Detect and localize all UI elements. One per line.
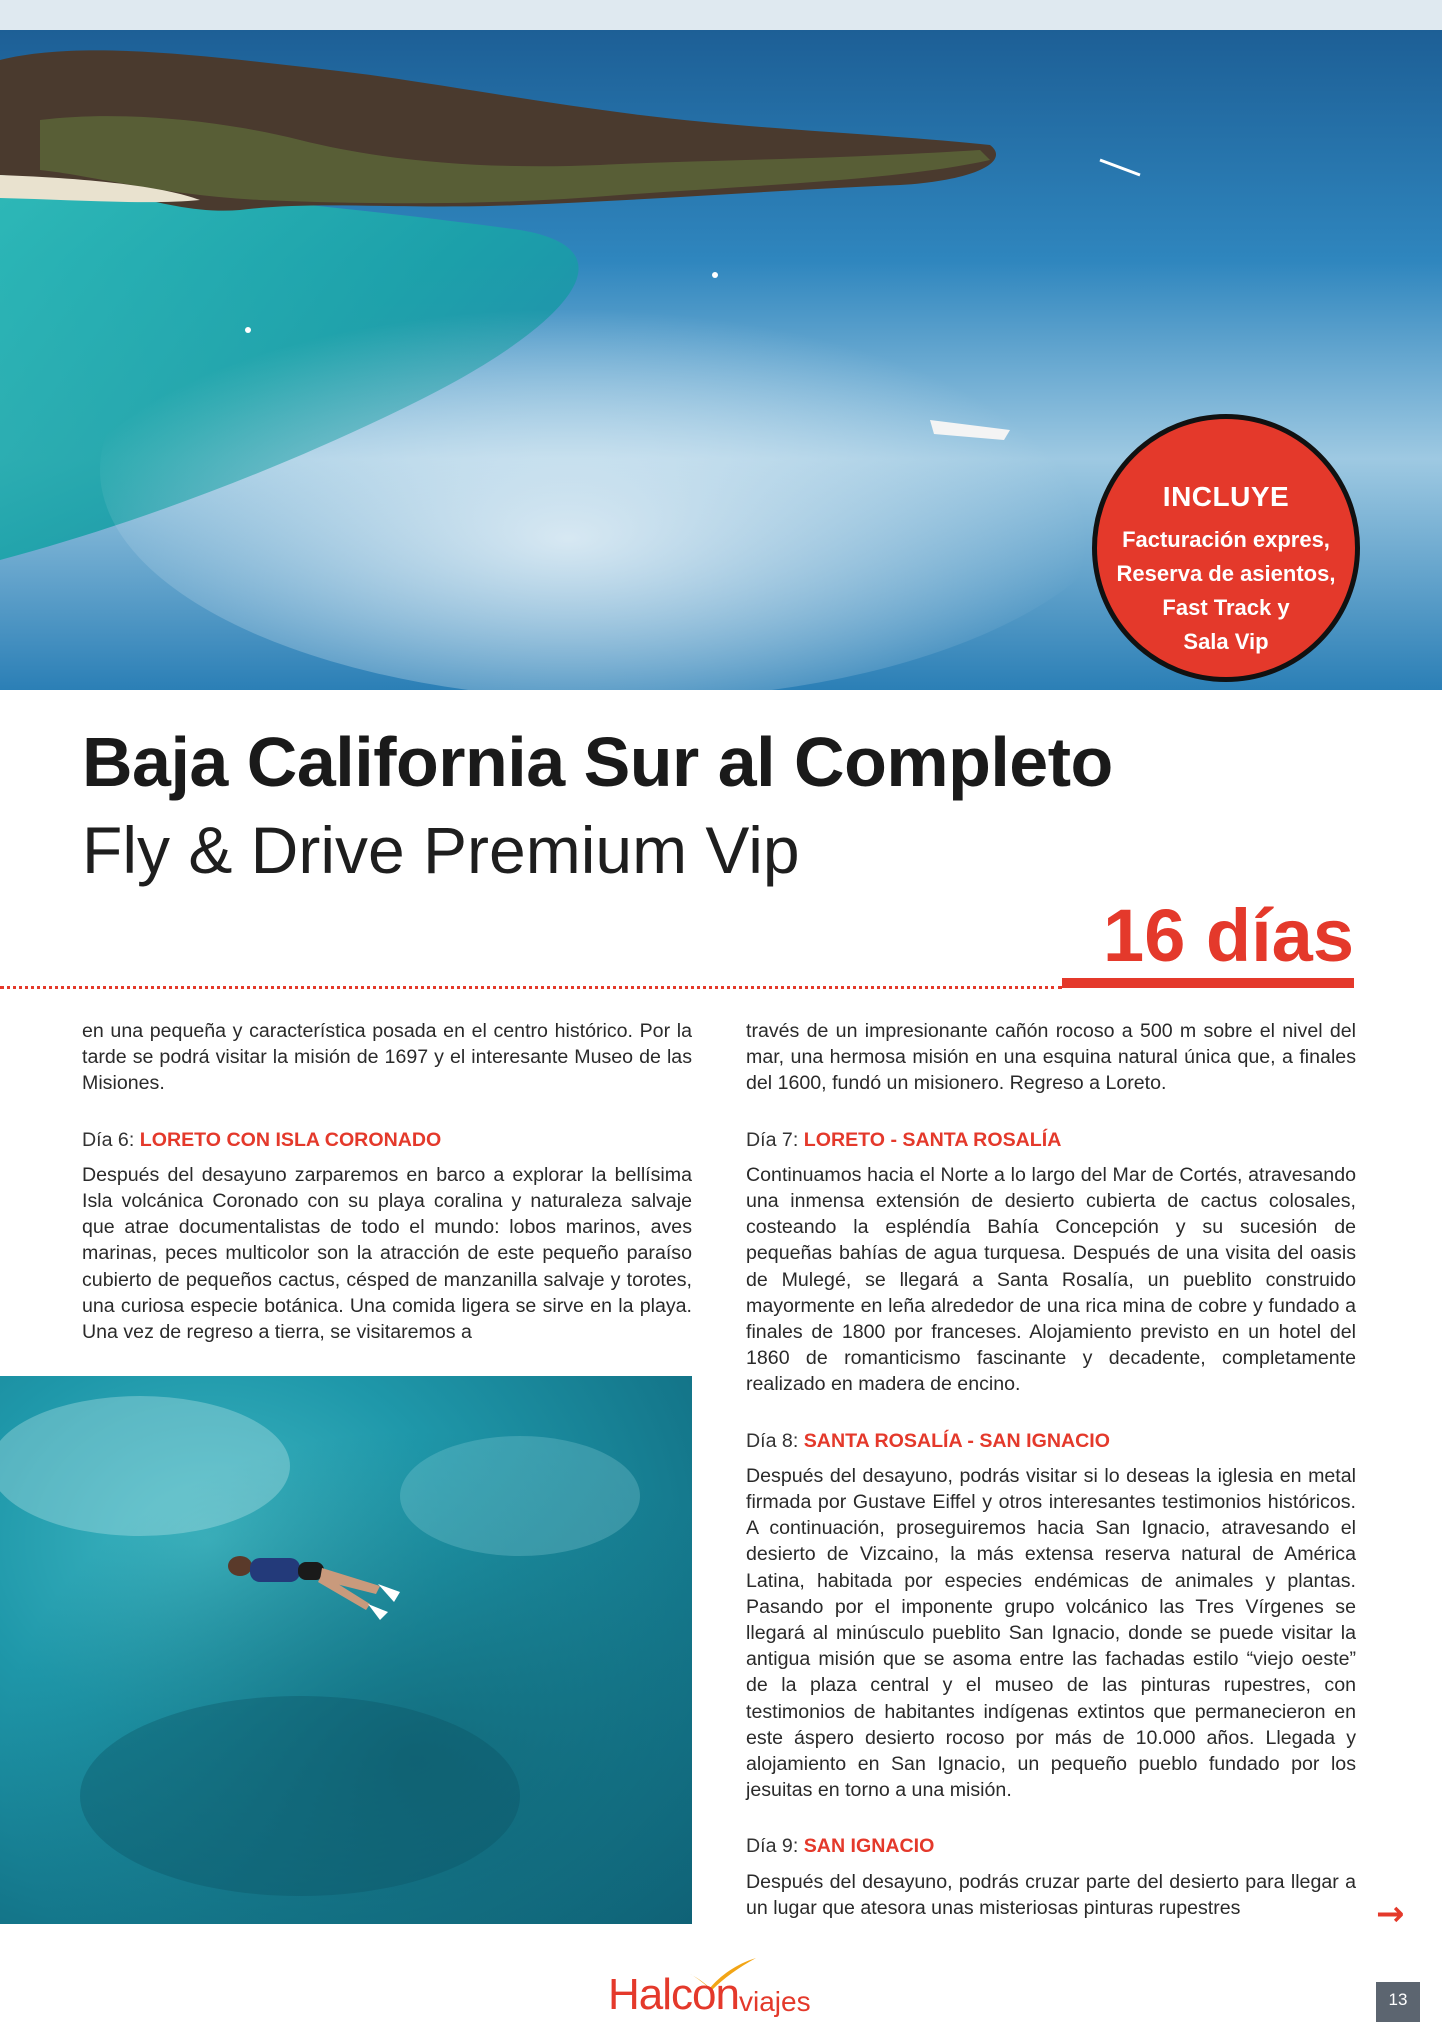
right-column	[746, 1018, 1356, 1921]
day7-destination: LORETO - SANTA ROSALÍA	[803, 1128, 1062, 1151]
day9-number: Día 9:	[746, 1835, 799, 1858]
day9-heading	[746, 1833, 1356, 1859]
includes-badge	[1092, 414, 1360, 682]
day8-heading	[746, 1428, 1356, 1454]
day7-text: Continuamos hacia el Norte a lo largo del Mar de Cortés, atravesando una inmensa extensión de desierto cubierta de cactus colosales, costeando la espléndía Bahía Concepción y su sucesión de pequeñas bahías de agua turquesa. Después de una visita del oasis de Mulegé, se llegará a Santa Rosalía, un pueblito construido mayormente en leña alrededor de una rica mina de cobre y fundado a finales de 1800 por franceses. Alojamiento previsto en un hotel del 1860 de romanticismo fascinante y decadente, completamente realizado en madera de encino.	[746, 1163, 1356, 1396]
hero-photo-bay	[0, 0, 1442, 690]
page-subtitle: Fly & Drive Premium Vip	[82, 813, 800, 887]
left-intro-text: en una pequeña y característica posada en el centro histórico. Por la tarde se podrá visitar la misión de 1697 y el interesante Museo de las Misiones.	[82, 1020, 692, 1095]
snorkel-illustration	[0, 1376, 692, 1924]
logo-text-sub: viajes	[739, 1986, 811, 2017]
day7-number: Día 7:	[746, 1128, 799, 1151]
halcon-viajes-logo	[608, 1962, 838, 2022]
badge-title: INCLUYE	[1162, 481, 1290, 512]
dotted-divider	[0, 986, 1062, 989]
day6-text: Después del desayuno zarparemos en barco a explorar la bellísima Isla volcánica Coronado con su playa coralina y naturaleza salvaje que atrae documentalistas de todo el mundo: lobos marinos, aves marinas, peces multicolor son la atracción de este pequeño paraíso cubierto de pequeños cactus, césped de manzanilla salvaje y torotes, una curiosa especie botánica. Una comida ligera se sirve en la playa. Una vez de regreso a tierra, se visitaremos a	[82, 1163, 692, 1344]
day7-heading	[746, 1127, 1356, 1153]
badge-line: Facturación expres,	[1122, 527, 1330, 552]
day6-destination: LORETO CON ISLA CORONADO	[139, 1128, 442, 1151]
right-intro-text: través de un impresionante cañón rocoso a 500 m sobre el nivel del mar, una hermosa misión en una esquina natural única que, a finales del 1600, fundó un misionero. Regreso a Loreto.	[746, 1020, 1356, 1095]
logo-text-main: Halcon	[608, 1970, 739, 2019]
day8-destination: SANTA ROSALÍA - SAN IGNACIO	[803, 1429, 1110, 1452]
badge-line: Sala Vip	[1183, 629, 1269, 654]
snorkel-photo	[0, 1376, 692, 1924]
day9-destination: SAN IGNACIO	[803, 1835, 935, 1858]
page-number: 13	[1376, 1982, 1420, 2022]
duration-label: 16 días	[1103, 894, 1354, 977]
duration-underline	[1062, 978, 1354, 988]
day6-number: Día 6:	[82, 1128, 135, 1151]
page-title: Baja California Sur al Completo	[82, 723, 1113, 801]
badge-line: Reserva de asientos,	[1116, 561, 1336, 586]
badge-line: Fast Track y	[1162, 595, 1290, 620]
left-column	[82, 1018, 692, 1345]
day8-text: Después del desayuno, podrás visitar si lo deseas la iglesia en metal firmada por Gustave Eiffel y otros interesantes testimonios históricos. A continuación, proseguiremos hacia San Ignacio, atravesando el desierto de Vizcaino, la más extensa reserva natural de América Latina, habitada por especies endémicas de animales y plantas. Pasando por el imponente grupo volcánico las Tres Vírgenes se llegará al minúsculo pueblito San Ignacio, donde se puede visitar la antigua misión que se asoma entre las fachadas estilo “viejo oeste” de la plaza central y el museo de las pinturas rupestres, con testimonios de habitantes indígenas extintos que permanecieron en este áspero desierto rocoso por más de 10.000 años. Llegada y alojamiento en San Ignacio, un pequeño pueblo fundado por los jesuitas en torno a una misión.	[746, 1464, 1356, 1802]
day9-text: Después del desayuno, podrás cruzar parte del desierto para llegar a un lugar que atesora unas misteriosas pinturas rupestres	[746, 1870, 1356, 1919]
day6-heading	[82, 1127, 692, 1153]
day8-number: Día 8:	[746, 1429, 799, 1452]
next-page-arrow-icon[interactable]: →	[1376, 1894, 1405, 1934]
badge-lines	[1097, 523, 1355, 659]
